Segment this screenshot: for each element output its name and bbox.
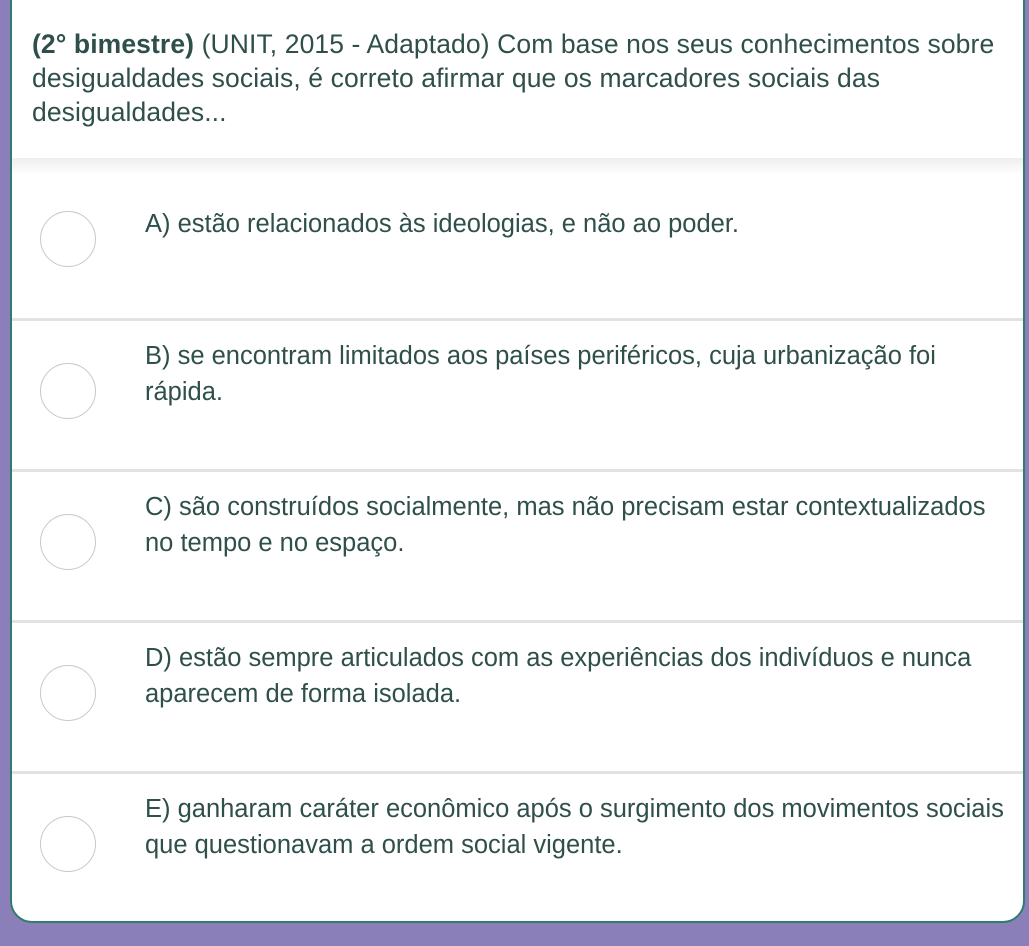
option-e-text: E) ganharam caráter econômico após o surgimento dos movimentos sociais que questionavam a ordem social vigente. (145, 795, 1004, 859)
question-body: (UNIT, 2015 - Adaptado) Com base nos seus conhecimentos sobre desigualdades sociais, é correto afirmar que os marcadores sociais das desigualdades... (32, 29, 995, 127)
option-a-radio[interactable] (40, 211, 96, 267)
option-a-text: A) estão relacionados às ideologias, e não ao poder. (145, 210, 739, 238)
option-c[interactable] (12, 472, 1023, 620)
option-a[interactable] (12, 190, 1023, 320)
question-card (10, 0, 1025, 923)
question-text (32, 27, 1012, 129)
question-prefix: (2° bimestre) (32, 29, 195, 59)
option-c-radio[interactable] (40, 514, 96, 570)
option-d[interactable] (12, 623, 1023, 771)
option-d-text: D) estão sempre articulados com as experiências dos indivíduos e nunca aparecem de forma isolada. (145, 644, 972, 708)
option-b-radio[interactable] (40, 363, 96, 419)
option-d-radio[interactable] (40, 665, 96, 721)
option-e-radio[interactable] (40, 816, 96, 872)
option-b-text: B) se encontram limitados aos países periféricos, cuja urbanização foi rápida. (145, 342, 936, 406)
option-b[interactable] (12, 321, 1023, 469)
header-divider (12, 158, 1023, 176)
option-c-text: C) são construídos socialmente, mas não precisam estar contextualizados no tempo e no espaço. (145, 493, 986, 557)
option-e[interactable] (12, 774, 1023, 923)
